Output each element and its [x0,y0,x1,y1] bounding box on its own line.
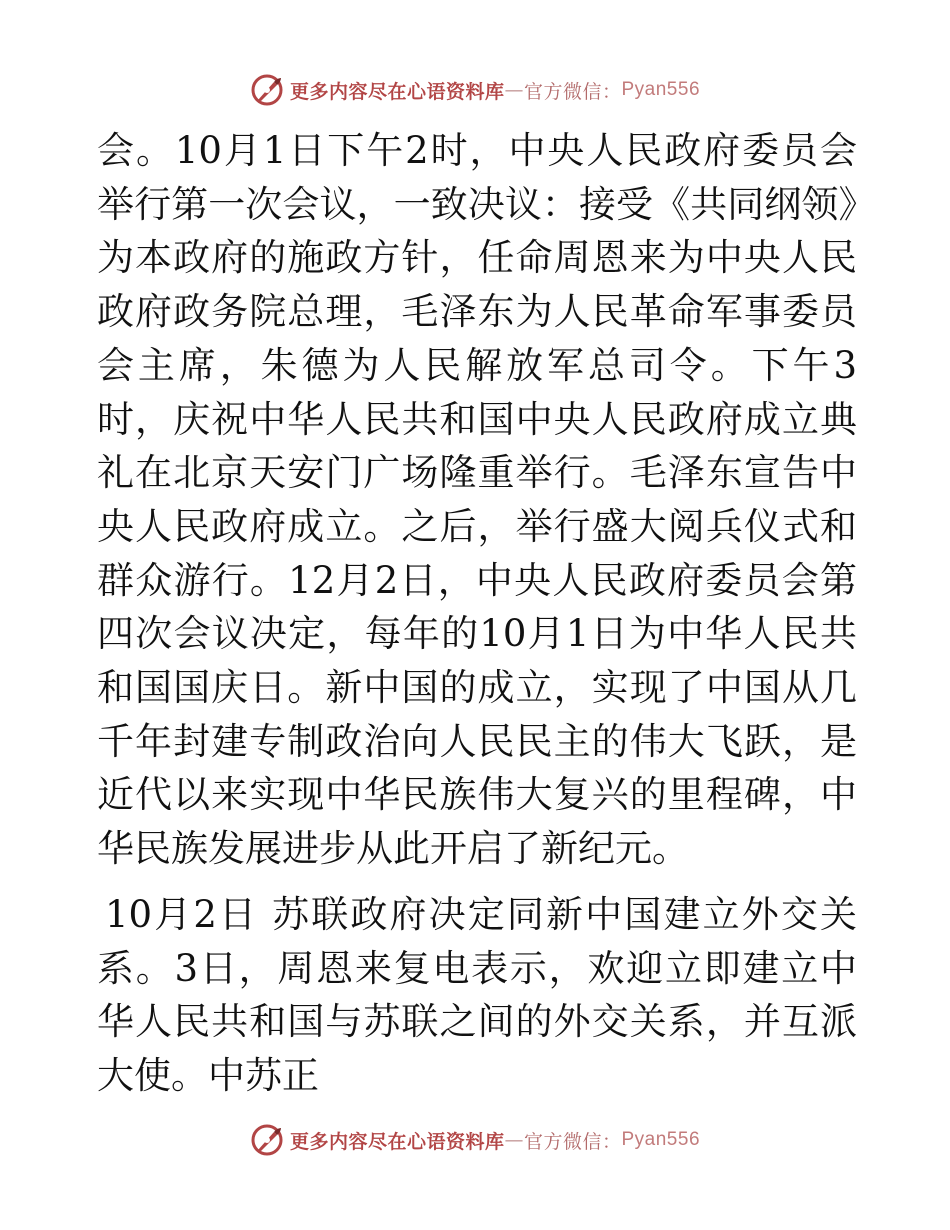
footer-account: Pyan556 [621,1129,701,1150]
quill-pen-circle-icon [250,1123,284,1157]
footer-banner [0,1120,950,1160]
header-brand-text: 更多内容尽在心语资料库 [289,80,505,103]
footer-wechat-label: 官方微信： [523,1130,622,1153]
header-account: Pyan556 [621,79,701,100]
header-wechat-label: 官方微信： [523,80,622,103]
header-banner [0,70,950,110]
paragraph-2: 10月2日 苏联政府决定同新中国建立外交关系。3日，周恩来复电表示，欢迎立即建立中华人民共和国与苏联之间的外交关系，并互派大使。中苏正 [97,892,857,1097]
footer-brand-text: 更多内容尽在心语资料库 [289,1130,505,1153]
document-body [97,124,857,1103]
header-separator: — [504,79,524,101]
footer-separator: — [504,1129,524,1151]
quill-pen-circle-icon [250,73,284,107]
paragraph-1: 会。10月1日下午2时，中央人民政府委员会举行第一次会议，一致决议：接受《共同纲领》为本政府的施政方针，任命周恩来为中央人民政府政务院总理，毛泽东为人民革命军事委员会主席，朱德为人民解放军总司令。下午3时，庆祝中华人民共和国中央人民政府成立典礼在北京天安门广场隆重举行。毛泽东宣告中央人民政府成立。之后，举行盛大阅兵仪式和群众游行。12月2日，中央人民政府委员会第四次会议决定，每年的10月1日为中华人民共和国国庆日。新中国的成立，实现了中国从几千年封建专制政治向人民民主的伟大飞跃，是近代以来实现中华民族伟大复兴的里程碑，中华民族发展进步从此开启了新纪元。 [97,129,857,871]
